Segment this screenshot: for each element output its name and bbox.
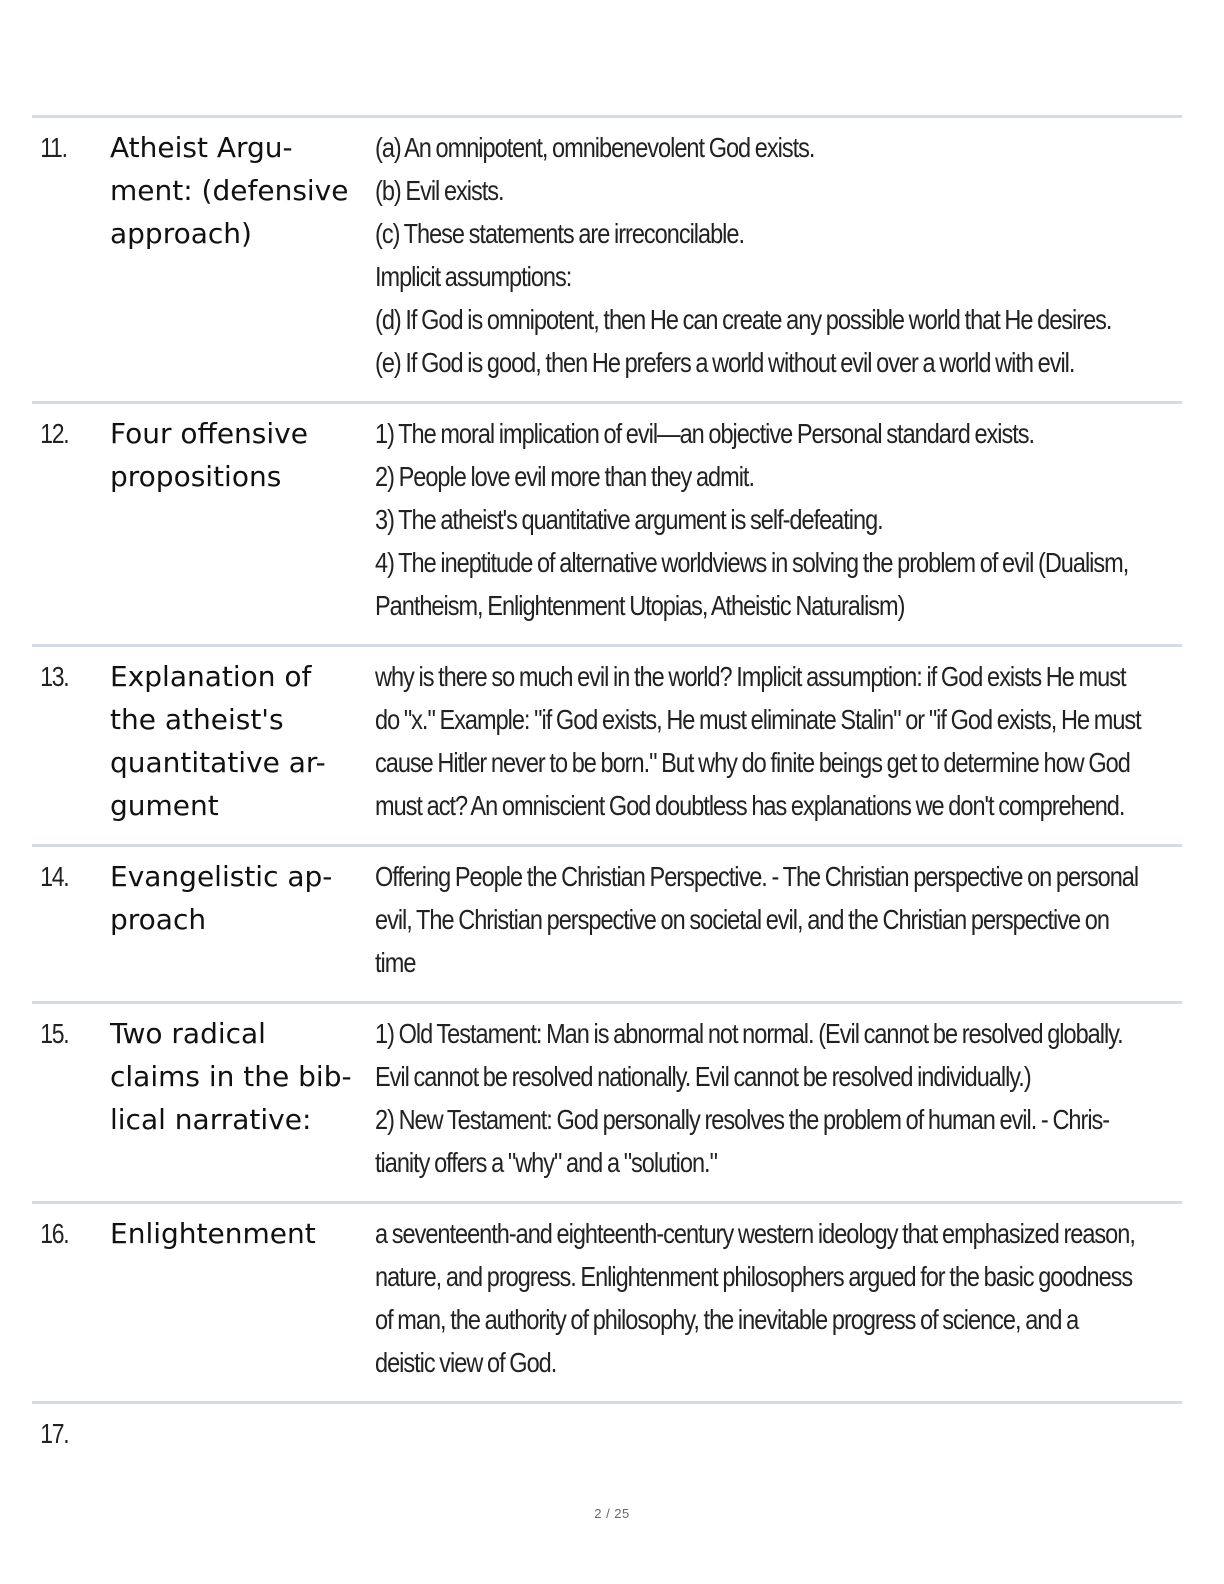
row-term: Four offensive propositions xyxy=(110,417,308,493)
page-indicator: 2 / 25 xyxy=(594,1506,630,1521)
row-term: Atheist Argu- ment: (defensive approach) xyxy=(110,131,349,250)
table-row xyxy=(32,1401,1182,1472)
table-row xyxy=(32,115,1182,401)
row-number: 15. xyxy=(40,1018,69,1049)
row-term xyxy=(110,1404,375,1472)
row-number: 16. xyxy=(40,1218,69,1249)
row-number: 12. xyxy=(40,418,69,449)
row-definition xyxy=(375,118,1182,401)
table-row xyxy=(32,401,1182,644)
row-definition xyxy=(375,1404,1182,1472)
row-definition xyxy=(375,847,1182,1001)
row-term: Evangelistic ap- proach xyxy=(110,860,333,936)
definition-text: why is there so much evil in the world? Implicit assumption: if God exists He must do "x." Example: "if God exists, He must eliminate Stalin" or "if God exists, He must cause Hitler never to be born." But why do finite beings get to determine how God must act? An omniscient God doubtless has explanations we don't comprehend. xyxy=(375,661,1141,821)
row-term: Explanation of the atheist's quantitative ar- gument xyxy=(110,660,326,822)
row-term: Enlightenment xyxy=(110,1217,316,1250)
row-number: 17. xyxy=(40,1418,69,1449)
table-row xyxy=(32,844,1182,1001)
table-row xyxy=(32,1001,1182,1201)
table-row xyxy=(32,644,1182,844)
definition-text: a seventeenth-and eighteenth-century western ideology that emphasized reason, nature, and progress. Enlightenment philosophers argued for the basic goodness of man, the authority of philosophy, the inevitable progress of science, and a deistic view of God. xyxy=(375,1218,1135,1378)
row-number: 11. xyxy=(40,132,67,163)
definition-text: 1) Old Testament: Man is abnormal not normal. (Evil cannot be resolved globally. Evil cannot be resolved nationally. Evil cannot be resolved individually.) 2) New Testament: God personally resolves the problem of human evil. - Chris- tianity offers a "why" and a "solution." xyxy=(375,1018,1123,1178)
row-term: Two radical claims in the bib- lical narrative: xyxy=(110,1017,352,1136)
row-definition xyxy=(375,404,1182,644)
flashcard-table xyxy=(32,115,1182,1472)
definition-text: (a) An omnipotent, omnibenevolent God exists. (b) Evil exists. (c) These statements are irreconcilable. Implicit assumptions: (d) If God is omnipotent, then He can create any possible world that He desires. (e) If God is good, then He prefers a world without evil over a world with evil. xyxy=(375,132,1112,378)
row-definition xyxy=(375,1004,1182,1201)
row-definition xyxy=(375,647,1182,844)
definition-text: Offering People the Christian Perspective. - The Christian perspective on personal evil, The Christian perspective on societal evil, and the Christian perspective on time xyxy=(375,861,1139,978)
row-number: 13. xyxy=(40,661,69,692)
row-number: 14. xyxy=(40,861,69,892)
definition-text: 1) The moral implication of evil—an objective Personal standard exists. 2) People love evil more than they admit. 3) The atheist's quantitative argument is self-defeating. 4) The ineptitude of alternative worldviews in solving the problem of evil (Dualism, Pantheism, Enlightenment Utopias, Atheistic Naturalism) xyxy=(375,418,1129,621)
row-definition xyxy=(375,1204,1182,1401)
table-row xyxy=(32,1201,1182,1401)
